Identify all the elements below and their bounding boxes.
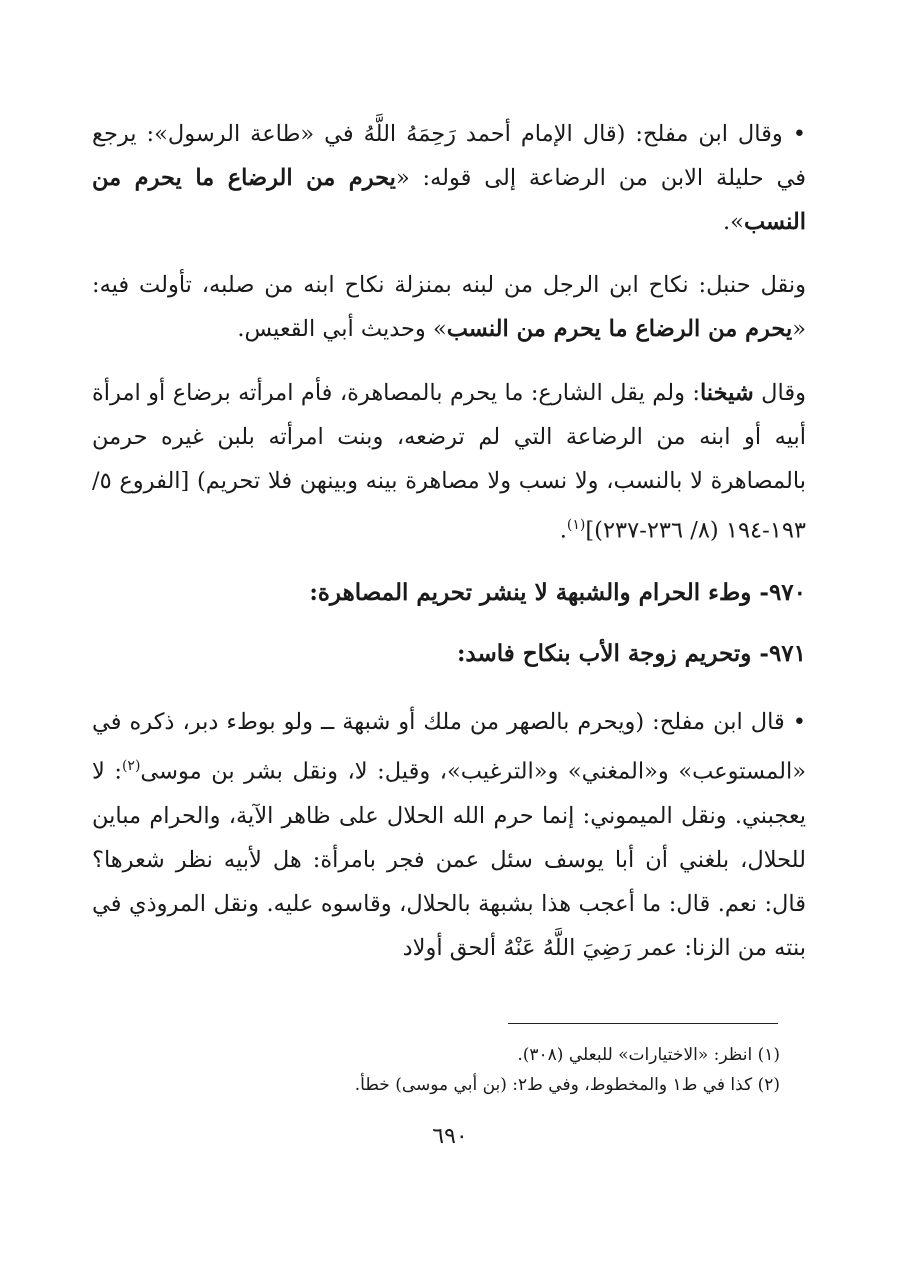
footnote-divider [508, 1023, 778, 1024]
page-number: ٦٩٠ [432, 1124, 468, 1149]
footnote-2: (٢) كذا في ط١ والمخطوط، وفي ط٢: (بن أبي موسى) خطأ. [354, 1075, 780, 1095]
paragraph-ibn-muflih-sihr [92, 700, 806, 970]
section-heading-971: ٩٧١- وتحريم زوجة الأب بنكاح فاسد: [456, 640, 806, 667]
paragraph-text: قال ابن مفلح: (ويحرم بالصهر من ملك أو شبهة ــ ولو بوطء دبر، ذكره في «المستوعب» و«المغني» و«الترغيب»، وقيل: لا، ونقل بشر بن موسى [92, 709, 806, 785]
bullet: • [792, 121, 806, 147]
footnote-ref-2[interactable]: (٢) [121, 758, 141, 774]
paragraph-end: . [559, 517, 567, 544]
footnote-1: (١) انظر: «الاختيارات» للبعلي (٣٠٨). [517, 1045, 780, 1065]
paragraph-text: : ولم يقل الشارع: ما يحرم بالمصاهرة، فأم امرأته برضاع أو امرأة أبيه أو ابنه من الرضاعة التي لم ترضعه، وبنت امرأته بلبن غيره حرمن بالمصاهرة لا بالنسب، ولا نسب ولا مصاهرة بينه وبينهن فلا تحريم) [الفروع ٥/ ١٩٣-١٩٤ (٨/ ٢٣٦-٢٣٧)] [92, 380, 806, 544]
hadith-quote: يحرم من الرضاع ما يحرم من النسب [446, 316, 793, 342]
paragraph-text: ونقل حنبل: نكاح ابن الرجل من لبنه بمنزلة نكاح ابنه من صلبه، تأولت فيه: « [92, 272, 806, 342]
speaker-name: شيخنا [699, 380, 754, 406]
hadith-quote: يحرم من الرضاع ما يحرم من النسب [92, 165, 806, 235]
paragraph-text: وقال ابن مفلح: (قال الإمام أحمد رَحِمَهُ اللَّهُ في «طاعة الرسول»: يرجع في حليلة الابن من الرضاعة إلى قوله: « [92, 121, 806, 191]
paragraph-text: : لا يعجبني. ونقل الميموني: إنما حرم الله الحلال على ظاهر الآية، والحرام مباين للحلال، بلغني أن أبا يوسف سئل عمن فجر بامرأة: هل لأبيه نظر شعرها؟ قال: نعم. قال: ما أعجب هذا بشبهة بالحلال، وقاسوه عليه. ونقل المروذي في بنته من الزنا: عمر رَضِيَ اللَّهُ عَنْهُ ألحق أولاد [92, 758, 806, 961]
section-heading-970: ٩٧٠- وطء الحرام والشبهة لا ينشر تحريم المصاهرة: [309, 579, 806, 606]
paragraph-shaykh [92, 371, 806, 553]
paragraph-ibn-muflih-ahmad [92, 112, 806, 244]
footnotes [92, 1040, 780, 1100]
paragraph-end: ». [723, 209, 744, 235]
paragraph-hanbal [92, 263, 806, 351]
paragraph-text: وقال [753, 380, 806, 406]
bullet: • [792, 709, 806, 735]
paragraph-end: » وحديث أبي القعيس. [237, 316, 447, 342]
footnote-ref-1[interactable]: (١) [566, 517, 586, 533]
